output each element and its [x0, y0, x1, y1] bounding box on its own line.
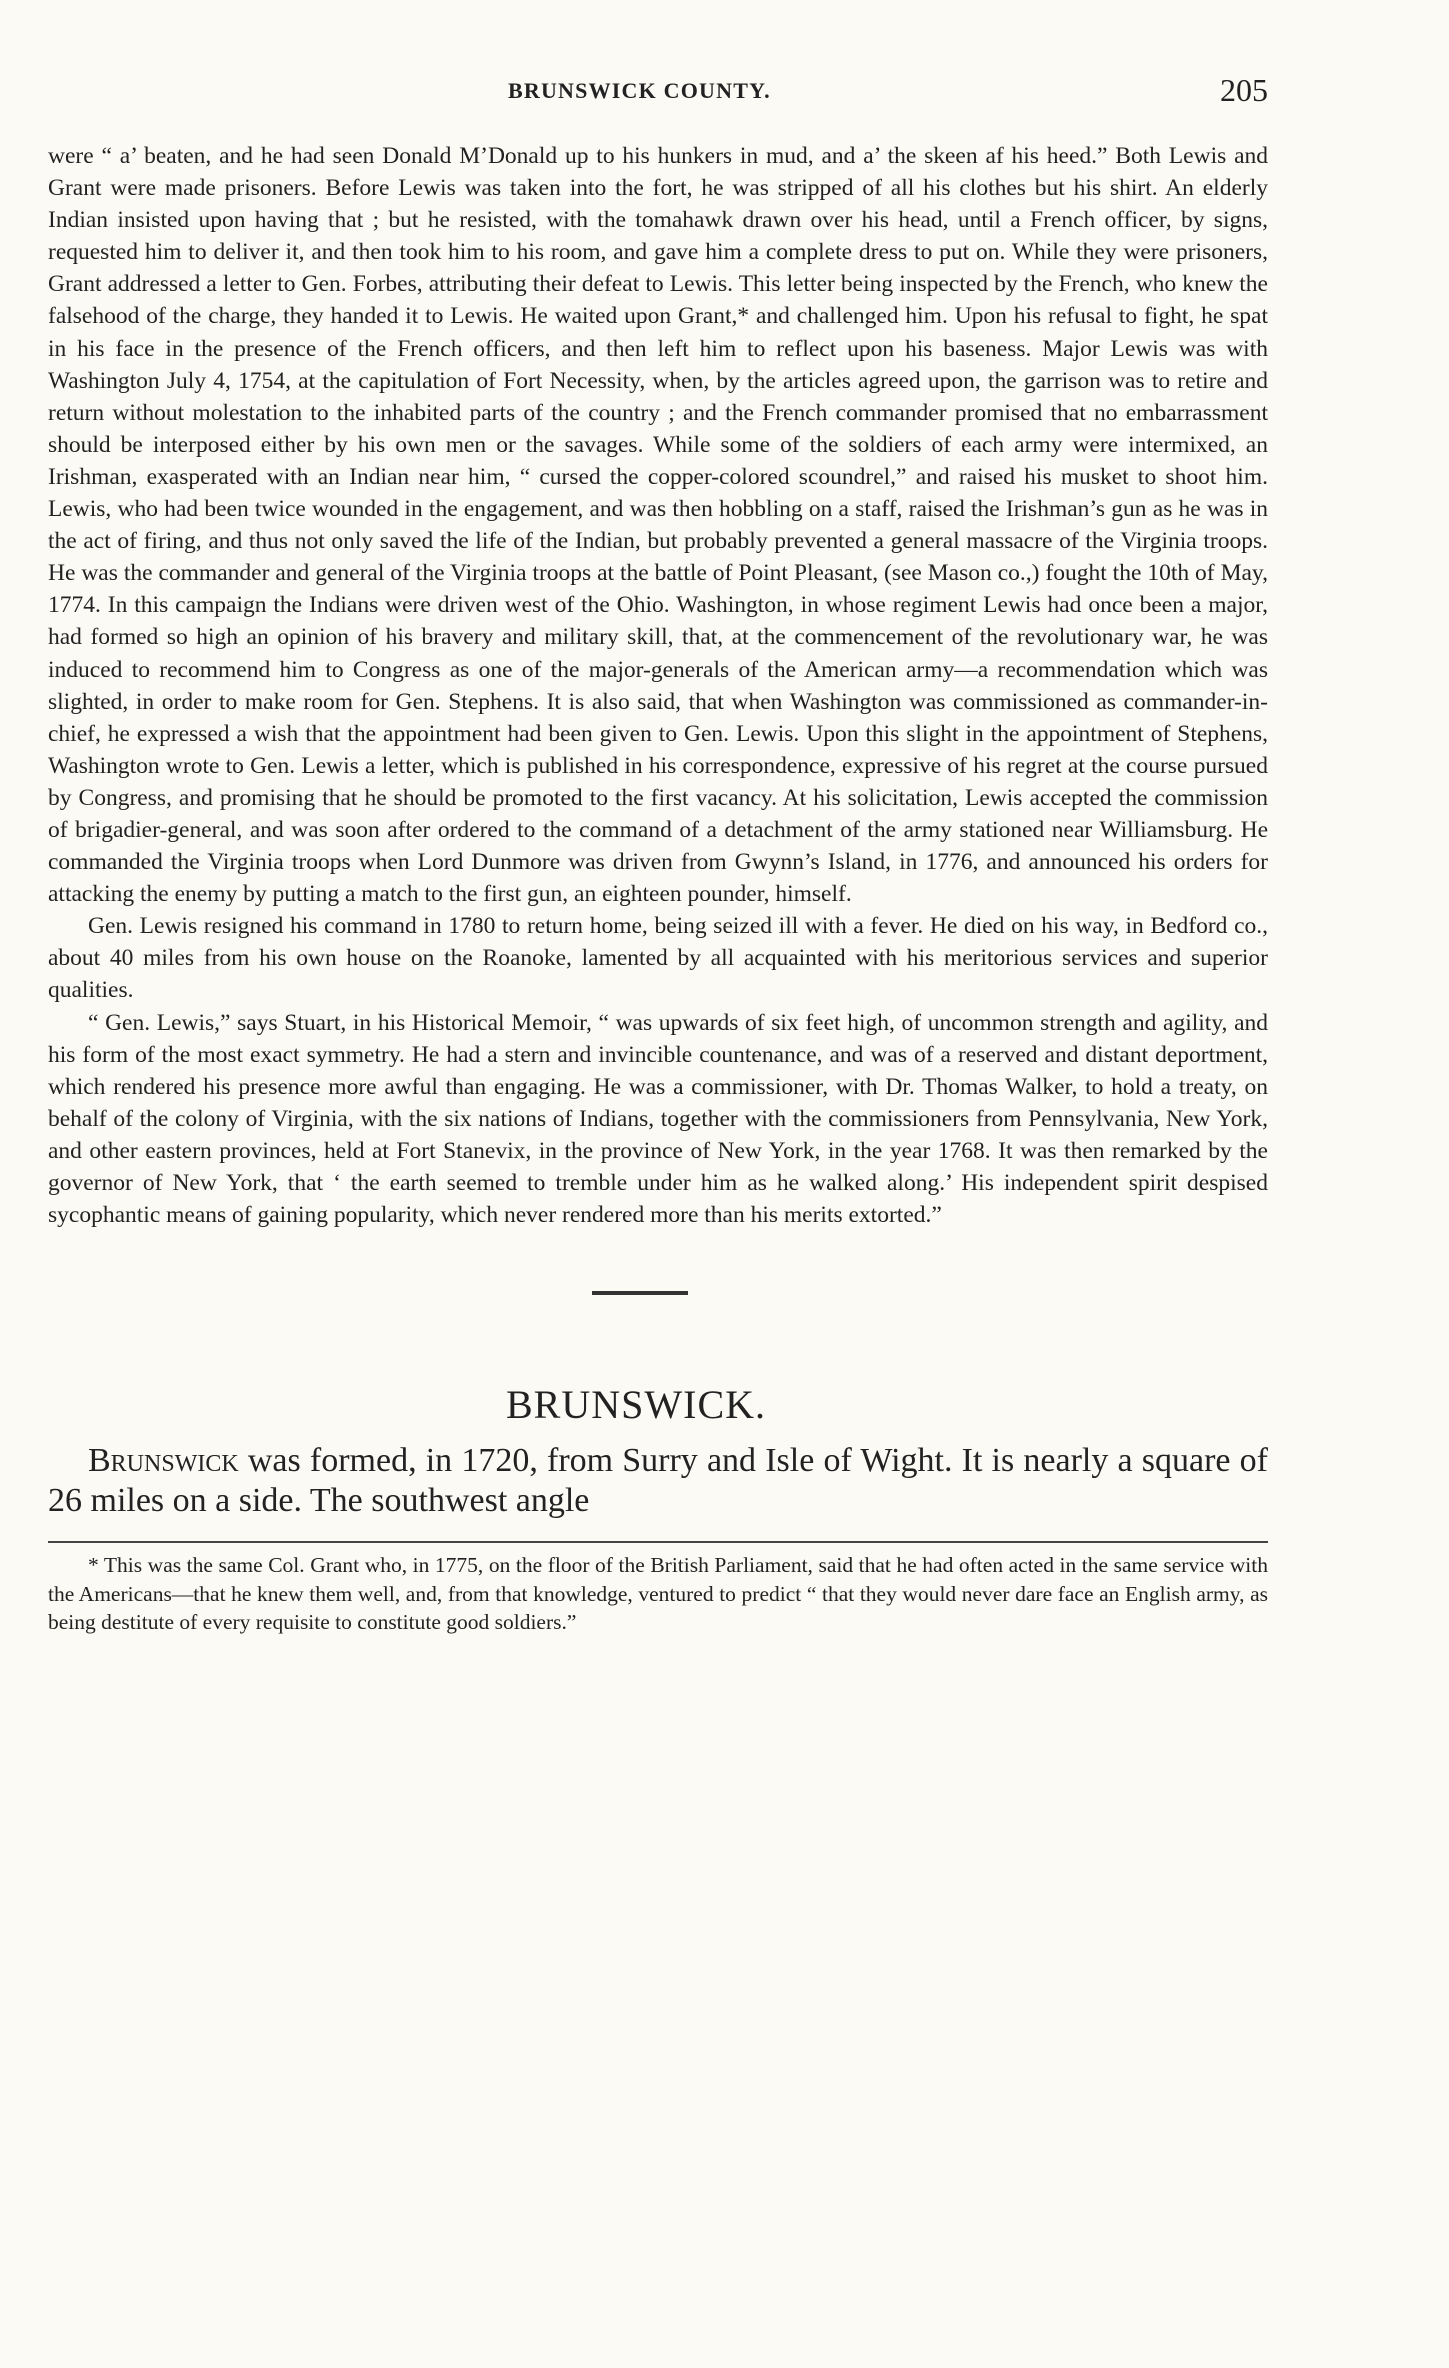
section-title: BRUNSWICK. — [505, 1382, 767, 1427]
running-head: BRUNSWICK COUNTY. — [508, 78, 771, 103]
footnote — [48, 1551, 1268, 1637]
page-number: 205 — [1220, 72, 1268, 108]
footnote-divider — [48, 1541, 1268, 1543]
lead-word: Brunswick — [88, 1442, 239, 1479]
section-divider — [592, 1291, 688, 1295]
page-header — [48, 72, 1268, 112]
main-text — [48, 140, 1268, 1231]
paragraph-2: Gen. Lewis resigned his command in 1780 to return home, being seized ill with a fever. He died on his way, in Bedford co., about 40 miles from his own house on the Roanoke, lamented by all acquainted with his meritorious services and superior qualities. — [48, 913, 1268, 1004]
footnote-text: * This was the same Col. Grant who, in 1775, on the floor of the British Parliament, said that he had often acted in the same service with the Americans—that he knew them well, and, from that knowledge, ventured to predict “ that they would never dare face an English army, as being destitute of every requisite to constitute good soldiers.” — [48, 1553, 1268, 1634]
paragraph-3: “ Gen. Lewis,” says Stuart, in his Historical Memoir, “ was upwards of six feet high, of uncommon strength and agility, and his form of the most exact symmetry. He had a stern and invincible countenance, and was of a reserved and distant deportment, which rendered his presence more awful than engaging. He was a commissioner, with Dr. Thomas Walker, to hold a treaty, on behalf of the colony of Virginia, with the six nations of Indians, together with the commissioners from Pennsylvania, New York, and other eastern provinces, held at Fort Stanevix, in the province of New York, in the year 1768. It was then remarked by the governor of New York, that ‘ the earth seemed to tremble under him as he walked along.’ His independent spirit despised sycophantic means of gaining popularity, which never rendered more than his merits extorted.” — [48, 1009, 1268, 1229]
paragraph-1: were “ a’ beaten, and he had seen Donald M’Donald up to his hunkers in mud, and a’ the skeen af his heed.” Both Lewis and Grant were made prisoners. Before Lewis was taken into the fort, he was stripped of all his clothes but his shirt. An elderly Indian insisted upon having that ; but he resisted, with the tomahawk drawn over his head, until a French officer, by signs, requested him to deliver it, and then took him to his room, and gave him a complete dress to put on. While they were prisoners, Grant addressed a letter to Gen. Forbes, attributing their defeat to Lewis. This letter being inspected by the French, who knew the falsehood of the charge, they handed it to Lewis. He waited upon Grant,* and challenged him. Upon his refusal to fight, he spat in his face in the presence of the French officers, and then left him to reflect upon his baseness. Major Lewis was with Washington July 4, 1754, at the capitulation of Fort Necessity, when, by the articles agreed upon, the garrison was to retire and return without molestation to the inhabited parts of the country ; and the French commander promised that no embarrassment should be interposed either by his own men or the savages. While some of the soldiers of each army were intermixed, an Irishman, exasperated with an Indian near him, “ cursed the copper-colored scoundrel,” and raised his musket to shoot him. Lewis, who had been twice wounded in the engagement, and was then hobbling on a staff, raised the Irishman’s gun as he was in the act of firing, and thus not only saved the life of the Indian, but probably prevented a general massacre of the Virginia troops. He was the commander and general of the Virginia troops at the battle of Point Pleasant, (see Mason co.,) fought the 10th of May, 1774. In this campaign the Indians were driven west of the Ohio. Washington, in whose regiment Lewis had once been a major, had formed so high an opinion of his bravery and military skill, that, at the commencement of the revolutionary war, he was induced to recommend him to Congress as one of the major-generals of the American army—a recommendation which was slighted, in order to make room for Gen. Stephens. It is also said, that when Washington was commissioned as commander-in-chief, he expressed a wish that the appointment had been given to Gen. Lewis. Upon this slight in the appointment of Stephens, Washington wrote to Gen. Lewis a letter, which is published in his correspondence, expressive of his regret at the course pursued by Congress, and promising that he should be promoted to the first vacancy. At his solicitation, Lewis accepted the commission of brigadier-general, and was soon after ordered to the command of a detachment of the army stationed near Williamsburg. He commanded the Virginia troops when Lord Dunmore was driven from Gwynn’s Island, in 1776, and announced his orders for attacking the enemy by putting a match to the first gun, an eighteen pounder, himself. — [48, 143, 1268, 908]
section-paragraph — [48, 1441, 1268, 1521]
section-text — [48, 1441, 1268, 1521]
section-paragraph-text: was formed, in 1720, from Surry and Isle of Wight. It is nearly a square of 26 miles on a side. The southwest angle — [48, 1442, 1268, 1519]
